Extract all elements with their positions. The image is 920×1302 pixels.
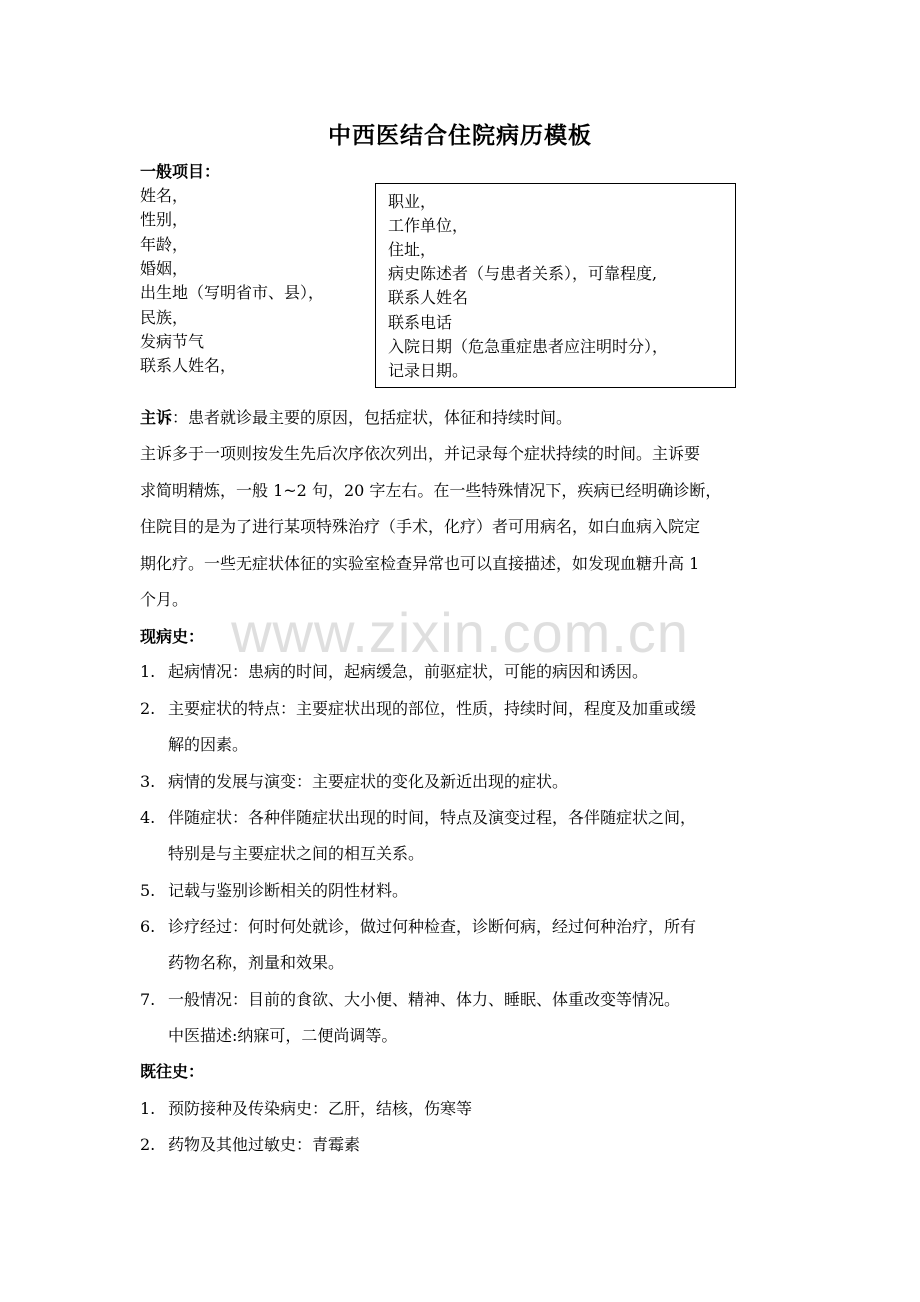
field-age: 年龄，: [140, 235, 189, 254]
item-number: 4.: [140, 808, 156, 827]
chief-complaint-line: [140, 406, 572, 430]
past-item-line: 预防接种及传染病史：乙肝，结核，伤寒等: [168, 1099, 473, 1118]
box-history-narrator: 病史陈述者（与患者关系），可靠程度,: [388, 264, 658, 283]
field-marital: 婚姻，: [140, 259, 189, 278]
box-address: 住址，: [388, 240, 437, 259]
chief-complaint-text: ：患者就诊最主要的原因，包括症状，体征和持续时间。: [172, 408, 573, 427]
box-workplace: 工作单位，: [388, 216, 469, 235]
item-number: 3.: [140, 772, 156, 791]
watermark: www.zixin.com.cn: [231, 601, 689, 664]
item-number: 7.: [140, 990, 156, 1009]
present-item-line: 记载与鉴别诊断相关的阴性材料。: [168, 881, 409, 900]
past-item-line: 药物及其他过敏史：青霉素: [168, 1135, 361, 1154]
present-item-line: 诊疗经过：何时何处就诊，做过何种检查，诊断何病，经过何种治疗，所有: [168, 917, 697, 936]
present-illness-heading: 现病史：: [140, 627, 205, 646]
field-ethnicity: 民族，: [140, 308, 189, 327]
field-onset-season: 发病节气: [140, 332, 205, 351]
item-number: 1.: [140, 1099, 156, 1118]
present-item-line: 主要症状的特点：主要症状出现的部位，性质，持续时间，程度及加重或缓: [168, 699, 697, 718]
box-admission-date: 入院日期（危急重症患者应注明时分），: [388, 337, 669, 356]
box-occupation: 职业，: [388, 192, 437, 211]
item-number: 1.: [140, 662, 156, 681]
present-item-line: 病情的发展与演变：主要症状的变化及新近出现的症状。: [168, 772, 569, 791]
present-item-line: 特别是与主要症状之间的相互关系。: [168, 844, 425, 863]
item-number: 2.: [140, 1135, 156, 1154]
general-heading: 一般项目：: [140, 162, 221, 181]
present-item-line: 中医描述:纳寐可，二便尚调等。: [168, 1026, 398, 1045]
present-item-line: 一般情况：目前的食欲、大小便、精神、体力、睡眠、体重改变等情况。: [168, 990, 681, 1009]
box-record-date: 记录日期。: [388, 361, 469, 380]
present-item-line: 伴随症状：各种伴随症状出现的时间，特点及演变过程，各伴随症状之间，: [168, 808, 697, 827]
chief-para-line: 个月。: [140, 590, 189, 609]
present-item-line: 起病情况：患病的时间，起病缓急，前驱症状，可能的病因和诱因。: [168, 662, 649, 681]
box-contact-phone: 联系电话: [388, 313, 453, 332]
chief-complaint-label: 主诉: [140, 408, 173, 427]
field-name: 姓名，: [140, 186, 189, 205]
item-number: 6.: [140, 917, 156, 936]
field-gender: 性别，: [140, 210, 189, 229]
chief-para-line: 主诉多于一项则按发生先后次序依次列出，并记录每个症状持续的时间。主诉要: [140, 444, 701, 463]
item-number: 5.: [140, 881, 156, 900]
item-number: 2.: [140, 699, 156, 718]
field-contact-name: 联系人姓名，: [140, 356, 237, 375]
chief-para-line: 求简明精炼，一般 1~2 句，20 字左右。在一些特殊情况下，疾病已经明确诊断，: [140, 481, 722, 500]
box-contact-name: 联系人姓名: [388, 288, 469, 307]
present-item-line: 药物名称，剂量和效果。: [168, 953, 345, 972]
past-history-heading: 既往史：: [140, 1062, 205, 1081]
field-birthplace: 出生地（写明省市、县），: [140, 283, 325, 302]
present-item-line: 解的因素。: [168, 735, 249, 754]
chief-para-line: 住院目的是为了进行某项特殊治疗（手术，化疗）者可用病名，如白血病入院定: [140, 517, 701, 536]
document-title: 中西医结合住院病历模板: [328, 123, 592, 149]
chief-para-line: 期化疗。一些无症状体征的实验室检查异常也可以直接描述，如发现血糖升高 1: [140, 554, 700, 573]
